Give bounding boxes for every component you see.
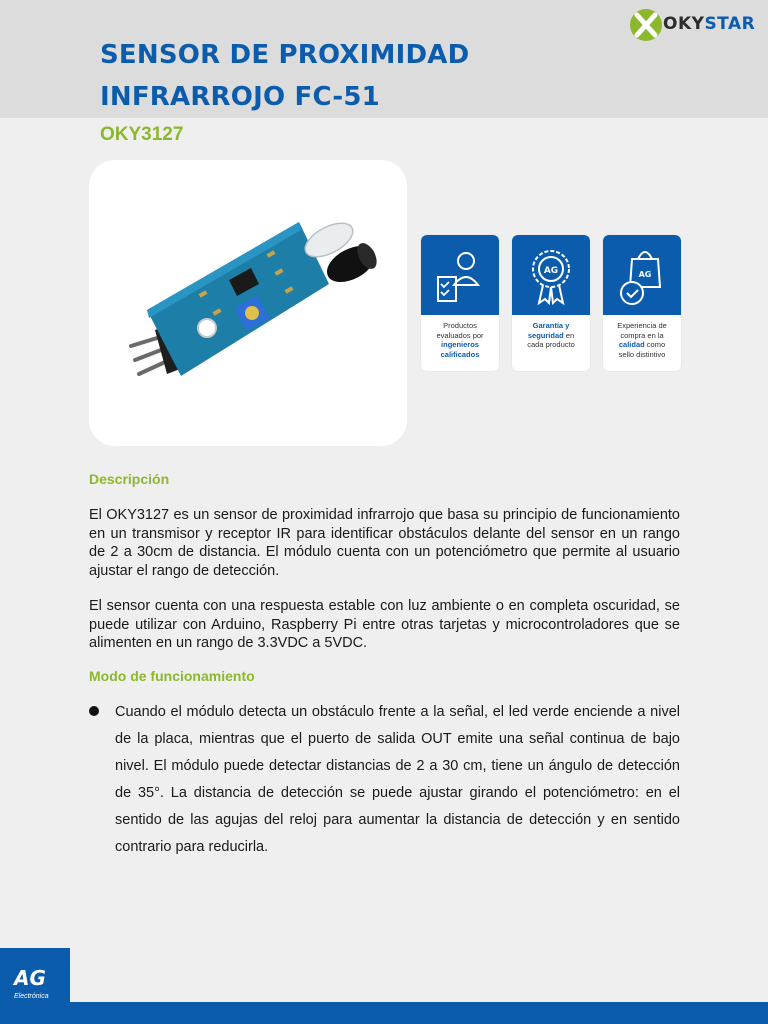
funcionamiento-heading: Modo de funcionamiento: [89, 668, 255, 684]
footer-bar: [0, 1002, 768, 1024]
svg-text:AG: AG: [543, 266, 559, 276]
shopping-bag-check-icon: [612, 241, 672, 309]
descripcion-paragraph-2: El sensor cuenta con una respuesta estable con luz ambiente o en completa oscuridad, se puede utilizar con Arduino, Raspberry Pi entre otras tarjetas y microcontroladores que se alimenten en un rango de 3.3VDC a 5VDC.: [89, 598, 680, 651]
sensor-module-image: [89, 160, 407, 446]
ag-logo-text: Electrónica: [14, 993, 49, 1000]
ag-logo-mark: AG: [14, 966, 46, 990]
product-image-card: [89, 160, 407, 446]
title-line-1: SENSOR DE PROXIMIDAD: [100, 40, 470, 70]
award-seal-icon: [521, 241, 581, 309]
badge-quality: AG Experiencia de compra en la calidad como sello distintivo: [603, 235, 681, 371]
okystar-logo-text: OKYSTAR: [663, 14, 756, 34]
title-line-2: INFRARROJO FC-51: [100, 82, 380, 112]
funcionamiento-bullet: Cuando el módulo detecta un obstáculo frente a la señal, el led verde enciende a nivel de la placa, mientras que el puerto de salida OUT emite una señal continua de bajo nivel. El módulo puede detectar distancias de 2 a 30 cm, tiene un ángulo de detección de 35°. La distancia de detección se puede ajustar girando el potenciómetro: en el sentido de las agujas del reloj para aumentar la distancia de detección y en sentido contrario para reducirla.: [115, 704, 680, 855]
page-title: [100, 34, 469, 118]
descripcion-heading: Descripción: [89, 471, 170, 487]
descripcion-paragraph-1: El OKY3127 es un sensor de proximidad infrarrojo que basa su principio de funcionamiento en un transmisor y receptor IR para identificar obstáculos delante del sensor en un rango de 2 a 30cm de distancia. El módulo cuenta con un potenciómetro que permite al usuario ajustar el rango de detección.: [89, 507, 680, 579]
product-sku: OKY3127: [100, 124, 184, 145]
engineer-checklist-icon: [430, 241, 490, 309]
bullet-dot: [89, 706, 99, 716]
badge-engineers: Productos evaluados por ingenieros calificados: [421, 235, 499, 371]
badge-guarantee: AG Garantía y seguridad en cada producto: [512, 235, 590, 371]
svg-text:AG: AG: [638, 270, 652, 279]
